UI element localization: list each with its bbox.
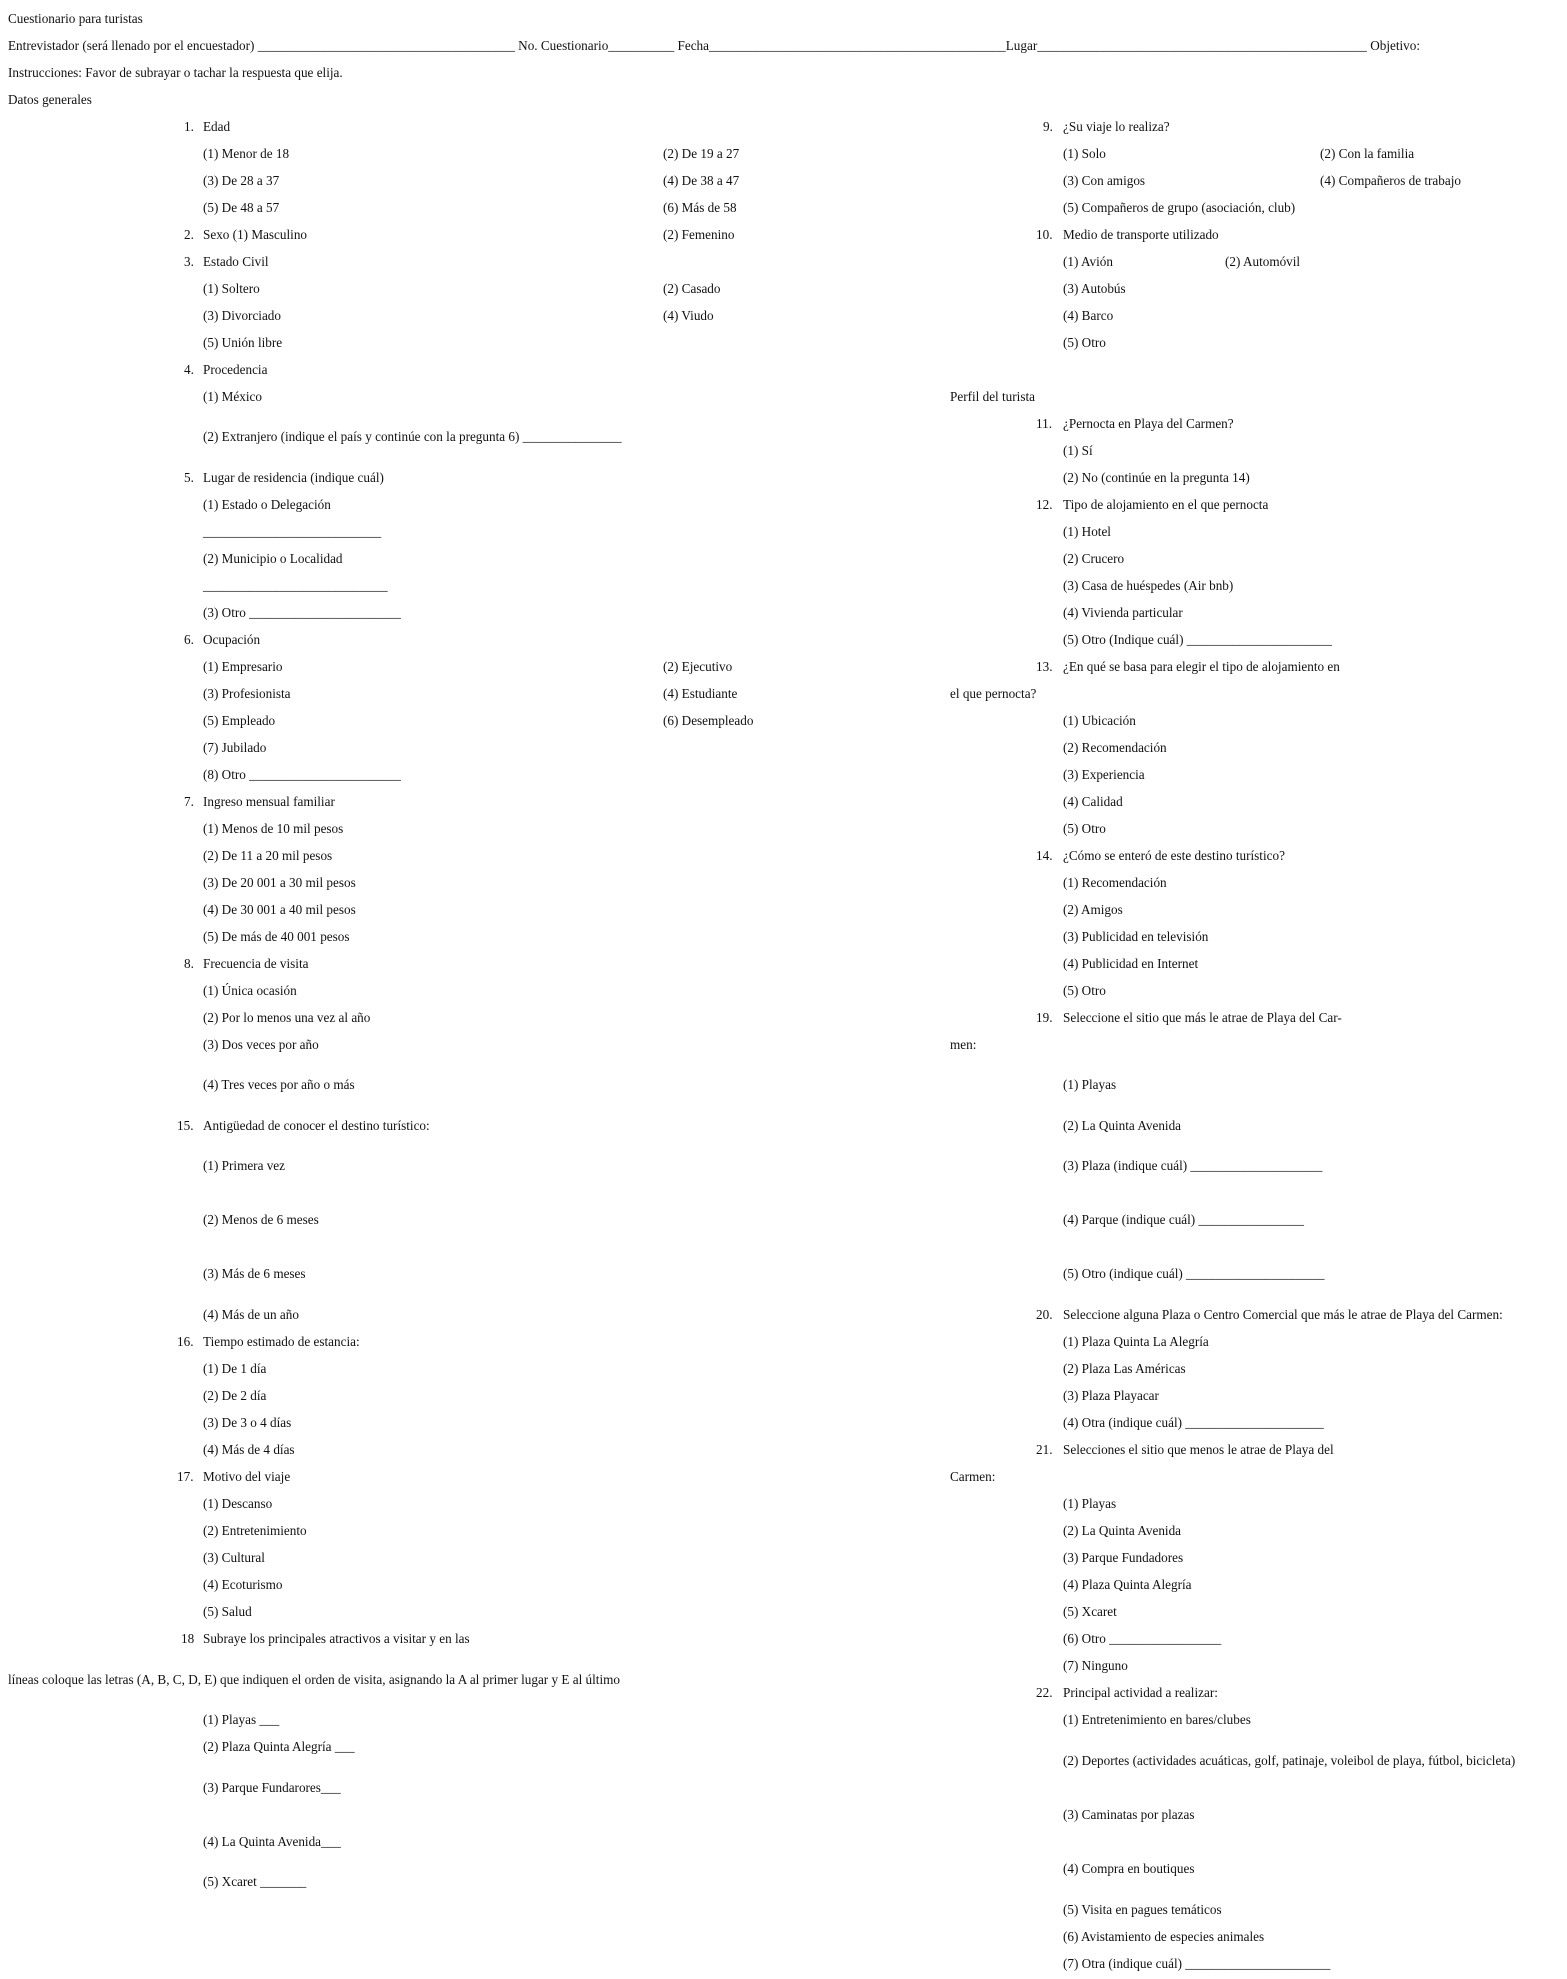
- question-number: 3.: [184, 254, 194, 269]
- question-number: 14.: [1036, 848, 1053, 863]
- option[interactable]: (4) Viudo: [663, 308, 714, 323]
- question-1-text: Edad: [203, 119, 231, 134]
- option[interactable]: (4) Parque (indique cuál) ________________: [1063, 1212, 1304, 1227]
- document-title: Cuestionario para turistas: [8, 11, 143, 26]
- question-22-text: Principal actividad a realizar:: [1063, 1685, 1218, 1700]
- option[interactable]: (3) Más de 6 meses: [203, 1266, 306, 1281]
- option[interactable]: (1) Avión: [1063, 254, 1113, 269]
- option[interactable]: (6) Desempleado: [663, 713, 754, 728]
- question-15-text: Antigüedad de conocer el destino turístico:: [203, 1118, 430, 1133]
- question-number: 9.: [1043, 119, 1053, 134]
- option[interactable]: (1) Empresario: [203, 659, 283, 674]
- answer-line[interactable]: ____________________________: [203, 578, 388, 593]
- option[interactable]: (2) Por lo menos una vez al año: [203, 1010, 371, 1025]
- option[interactable]: (4) Tres veces por año o más: [203, 1077, 355, 1092]
- option[interactable]: (7) Jubilado: [203, 740, 267, 755]
- option[interactable]: (3) Parque Fundadores: [1063, 1550, 1184, 1565]
- option[interactable]: (3) Experiencia: [1063, 767, 1145, 782]
- option[interactable]: (5) Otro: [1063, 335, 1106, 350]
- option[interactable]: (2) Plaza Quinta Alegría ___: [203, 1739, 355, 1754]
- option[interactable]: (2) Menos de 6 meses: [203, 1212, 319, 1227]
- question-11-text: ¿Pernocta en Playa del Carmen?: [1063, 416, 1234, 431]
- option[interactable]: (2) Ejecutivo: [663, 659, 733, 674]
- question-19-text: Seleccione el sitio que más le atrae de Playa del Car-: [1063, 1010, 1342, 1025]
- option[interactable]: (1) Estado o Delegación: [203, 497, 331, 512]
- option[interactable]: (3) Parque Fundarores___: [203, 1780, 341, 1795]
- question-number: 12.: [1036, 497, 1053, 512]
- option[interactable]: (1) Primera vez: [203, 1158, 286, 1173]
- question-8-text: Frecuencia de visita: [203, 956, 309, 971]
- option[interactable]: (5) De 48 a 57: [203, 200, 280, 215]
- option[interactable]: (4) Plaza Quinta Alegría: [1063, 1577, 1192, 1592]
- option[interactable]: (4) Calidad: [1063, 794, 1123, 809]
- option[interactable]: (4) Publicidad en Internet: [1063, 956, 1199, 971]
- option[interactable]: (3) Caminatas por plazas: [1063, 1807, 1195, 1822]
- option[interactable]: (1) Playas: [1063, 1077, 1117, 1092]
- option[interactable]: (4) Vivienda particular: [1063, 605, 1183, 620]
- option[interactable]: (6) Otro _________________: [1063, 1631, 1222, 1646]
- option[interactable]: (5) Otro (indique cuál) _____________________: [1063, 1266, 1325, 1281]
- option[interactable]: (6) Más de 58: [663, 200, 737, 215]
- question-13-text: ¿En qué se basa para elegir el tipo de alojamiento en: [1063, 659, 1340, 674]
- option[interactable]: (5) Otro: [1063, 983, 1106, 998]
- header-fields-line: Entrevistador (será llenado por el encuestador) _______________________________________ No. Cuestionario__________ Fecha_____________________________________________Lugar__________________________________________________ Objetivo:: [8, 38, 1421, 53]
- question-number: 6.: [184, 632, 194, 647]
- option[interactable]: (2) La Quinta Avenida: [1063, 1118, 1182, 1133]
- option[interactable]: (2) Amigos: [1063, 902, 1123, 917]
- question-18-continuation: líneas coloque las letras (A, B, C, D, E) que indiquen el orden de visita, asignando la A al primer lugar y E al último: [8, 1672, 620, 1687]
- question-18-text: Subraye los principales atractivos a visitar y en las: [203, 1631, 470, 1646]
- option[interactable]: (2) No (continúe en la pregunta 14): [1063, 470, 1250, 485]
- option[interactable]: (5) Empleado: [203, 713, 276, 728]
- question-10-text: Medio de transporte utilizado: [1063, 227, 1219, 242]
- option[interactable]: (4) De 30 001 a 40 mil pesos: [203, 902, 356, 917]
- option[interactable]: (3) Profesionista: [203, 686, 291, 701]
- option[interactable]: (4) Ecoturismo: [203, 1577, 283, 1592]
- option[interactable]: (2) Plaza Las Américas: [1063, 1361, 1186, 1376]
- option[interactable]: (5) De más de 40 001 pesos: [203, 929, 350, 944]
- question-13-continuation: el que pernocta?: [950, 686, 1037, 701]
- option[interactable]: (5) Xcaret _______: [203, 1874, 307, 1889]
- question-16-text: Tiempo estimado de estancia:: [203, 1334, 360, 1349]
- option[interactable]: (4) Barco: [1063, 308, 1114, 323]
- option[interactable]: (3) Publicidad en televisión: [1063, 929, 1209, 944]
- option[interactable]: (1) Única ocasión: [203, 983, 297, 998]
- question-17-text: Motivo del viaje: [203, 1469, 291, 1484]
- question-number: 13.: [1036, 659, 1053, 674]
- option[interactable]: (3) De 28 a 37: [203, 173, 280, 188]
- option[interactable]: (5) Otro (Indique cuál) ______________________: [1063, 632, 1332, 647]
- option[interactable]: (7) Ninguno: [1063, 1658, 1128, 1673]
- question-7-text: Ingreso mensual familiar: [203, 794, 335, 809]
- question-5-text: Lugar de residencia (indique cuál): [203, 470, 384, 485]
- option[interactable]: (2) De 19 a 27: [663, 146, 740, 161]
- option[interactable]: (2) De 11 a 20 mil pesos: [203, 848, 333, 863]
- question-9-text: ¿Su viaje lo realiza?: [1063, 119, 1170, 134]
- section-general-data: Datos generales: [8, 92, 92, 107]
- option[interactable]: (5) Otro: [1063, 821, 1106, 836]
- option[interactable]: (2) Deportes (actividades acuáticas, golf, patinaje, voleibol de playa, fútbol, bicicleta): [1063, 1753, 1516, 1768]
- option[interactable]: (5) Salud: [203, 1604, 252, 1619]
- question-6-text: Ocupación: [203, 632, 261, 647]
- option[interactable]: (2) Con la familia: [1320, 146, 1415, 161]
- option[interactable]: (3) Cultural: [203, 1550, 265, 1565]
- option[interactable]: (4) Más de 4 días: [203, 1442, 295, 1457]
- question-number: 2.: [184, 227, 194, 242]
- option[interactable]: (3) Divorciado: [203, 308, 281, 323]
- question-number: 4.: [184, 362, 194, 377]
- question-number: 11.: [1036, 416, 1052, 431]
- option[interactable]: (1) Descanso: [203, 1496, 273, 1511]
- question-14-text: ¿Cómo se enteró de este destino turístico?: [1063, 848, 1285, 863]
- question-3-text: Estado Civil: [203, 254, 269, 269]
- instructions: Instrucciones: Favor de subrayar o tachar la respuesta que elija.: [8, 65, 343, 80]
- option[interactable]: (1) Menos de 10 mil pesos: [203, 821, 344, 836]
- question-number: 7.: [184, 794, 194, 809]
- question-number: 21.: [1036, 1442, 1053, 1457]
- option[interactable]: (4) La Quinta Avenida___: [203, 1834, 341, 1849]
- option[interactable]: (2) De 2 día: [203, 1388, 267, 1403]
- option[interactable]: (2) Femenino: [663, 227, 735, 242]
- option[interactable]: (2) Crucero: [1063, 551, 1125, 566]
- option[interactable]: (3) Otro _______________________: [203, 605, 401, 620]
- option[interactable]: (1) Playas: [1063, 1496, 1117, 1511]
- question-21-text: Selecciones el sitio que menos le atrae de Playa del: [1063, 1442, 1334, 1457]
- option[interactable]: (1) México: [203, 389, 262, 404]
- option[interactable]: (7) Otra (indique cuál) ______________________: [1063, 1956, 1331, 1971]
- option[interactable]: (1) De 1 día: [203, 1361, 267, 1376]
- option[interactable]: (3) De 20 001 a 30 mil pesos: [203, 875, 356, 890]
- question-number: 19.: [1036, 1010, 1053, 1025]
- option[interactable]: (3) Con amigos: [1063, 173, 1146, 188]
- option[interactable]: (8) Otro _______________________: [203, 767, 401, 782]
- question-19-continuation: men:: [950, 1037, 977, 1052]
- option[interactable]: (1) Playas ___: [203, 1712, 280, 1727]
- option[interactable]: (4) Otra (indique cuál) _____________________: [1063, 1415, 1324, 1430]
- option[interactable]: (2) La Quinta Avenida: [1063, 1523, 1182, 1538]
- question-number: 15.: [177, 1118, 194, 1133]
- question-number: 10.: [1036, 227, 1053, 242]
- option[interactable]: (1) Sí: [1063, 443, 1093, 458]
- option[interactable]: (2) Extranjero (indique el país y continúe con la pregunta 6) _______________: [203, 429, 622, 444]
- question-21-continuation: Carmen:: [950, 1469, 996, 1484]
- option[interactable]: (2) Recomendación: [1063, 740, 1167, 755]
- option[interactable]: (2) Casado: [663, 281, 721, 296]
- option[interactable]: (4) De 38 a 47: [663, 173, 740, 188]
- question-number: 20.: [1036, 1307, 1053, 1322]
- option[interactable]: (1) Plaza Quinta La Alegría: [1063, 1334, 1209, 1349]
- option[interactable]: (3) Casa de huéspedes (Air bnb): [1063, 578, 1234, 593]
- option[interactable]: (1) Recomendación: [1063, 875, 1167, 890]
- question-number: 8.: [184, 956, 194, 971]
- option[interactable]: (1) Entretenimiento en bares/clubes: [1063, 1712, 1251, 1727]
- answer-line[interactable]: ___________________________: [203, 524, 382, 539]
- question-number: 18: [181, 1631, 195, 1646]
- question-20-text: Seleccione alguna Plaza o Centro Comercial que más le atrae de Playa del Carmen:: [1063, 1307, 1503, 1322]
- option[interactable]: (1) Solo: [1063, 146, 1106, 161]
- option[interactable]: (1) Ubicación: [1063, 713, 1136, 728]
- option[interactable]: (4) Estudiante: [663, 686, 738, 701]
- section-tourist-profile: Perfil del turista: [950, 389, 1035, 404]
- option[interactable]: (3) De 3 o 4 días: [203, 1415, 292, 1430]
- option[interactable]: (5) Xcaret: [1063, 1604, 1117, 1619]
- option[interactable]: (5) Unión libre: [203, 335, 283, 350]
- question-4-text: Procedencia: [203, 362, 268, 377]
- option[interactable]: (3) Dos veces por año: [203, 1037, 319, 1052]
- option[interactable]: (1) Soltero: [203, 281, 260, 296]
- question-number: 17.: [177, 1469, 194, 1484]
- question-12-text: Tipo de alojamiento en el que pernocta: [1063, 497, 1269, 512]
- option[interactable]: (6) Avistamiento de especies animales: [1063, 1929, 1265, 1944]
- question-number: 5.: [184, 470, 194, 485]
- option[interactable]: (4) Compañeros de trabajo: [1320, 173, 1461, 188]
- option[interactable]: (4) Más de un año: [203, 1307, 299, 1322]
- option[interactable]: (1) Menor de 18: [203, 146, 290, 161]
- option[interactable]: (4) Compra en boutiques: [1063, 1861, 1195, 1876]
- option[interactable]: (1) Hotel: [1063, 524, 1111, 539]
- option[interactable]: (3) Plaza Playacar: [1063, 1388, 1159, 1403]
- option[interactable]: (3) Plaza (indique cuál) ____________________: [1063, 1158, 1323, 1173]
- option[interactable]: (3) Autobús: [1063, 281, 1126, 296]
- option[interactable]: (5) Compañeros de grupo (asociación, club): [1063, 200, 1296, 215]
- option[interactable]: (2) Automóvil: [1225, 254, 1301, 269]
- question-number: 22.: [1036, 1685, 1053, 1700]
- question-2-text[interactable]: Sexo (1) Masculino: [203, 227, 308, 242]
- question-number: 16.: [177, 1334, 194, 1349]
- option[interactable]: (2) Entretenimiento: [203, 1523, 307, 1538]
- option[interactable]: (2) Municipio o Localidad: [203, 551, 343, 566]
- option[interactable]: (5) Visita en pagues temáticos: [1063, 1902, 1222, 1917]
- question-number: 1.: [184, 119, 194, 134]
